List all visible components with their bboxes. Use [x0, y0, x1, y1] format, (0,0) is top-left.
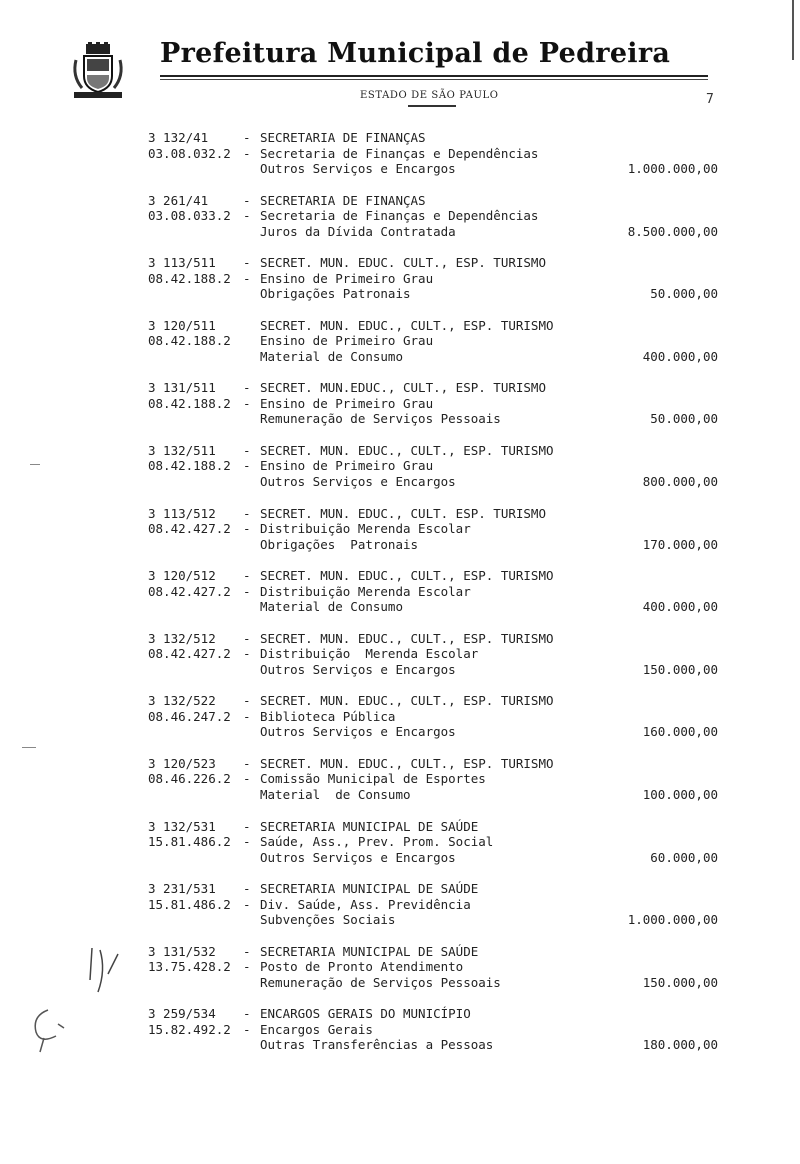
- budget-entry: [0, 819, 800, 882]
- entry-amount: 1.000.000,00: [627, 161, 718, 176]
- entry-element: Outros Serviços e Encargos: [260, 661, 456, 677]
- entry-amount: 100.000,00: [642, 786, 718, 802]
- entry-code: 3 120/511: [148, 317, 216, 333]
- entry-code: 3 259/534: [148, 1006, 216, 1022]
- entry-unit: Div. Saúde, Ass. Previdência: [260, 896, 471, 912]
- entry-separator: -: [243, 442, 251, 458]
- entry-element: Obrigações Patronais: [260, 286, 411, 302]
- entry-element: Remuneração de Serviços Pessoais: [260, 411, 501, 427]
- entry-program: 15.82.492.2: [148, 1021, 231, 1037]
- budget-entry: [0, 318, 800, 381]
- entry-unit: Posto de Pronto Atendimento: [260, 959, 464, 975]
- entry-amount: 160.000,00: [642, 724, 718, 740]
- entry-separator: -: [243, 1021, 251, 1037]
- entry-separator: -: [243, 458, 251, 474]
- entry-separator: -: [243, 708, 251, 724]
- entry-amount: 400.000,00: [642, 348, 718, 364]
- entry-separator: -: [243, 818, 251, 834]
- entry-separator: -: [243, 646, 251, 662]
- entry-code: 3 131/511: [148, 380, 216, 396]
- entry-element: Material de Consumo: [260, 599, 403, 615]
- entry-element: Outros Serviços e Encargos: [260, 724, 456, 740]
- entry-element: Material de Consumo: [260, 786, 411, 802]
- entry-code: 3 132/522: [148, 693, 216, 709]
- entry-unit: Distribuição Merenda Escolar: [260, 521, 471, 537]
- entry-separator: -: [243, 521, 251, 537]
- entry-program: 03.08.032.2: [148, 145, 231, 161]
- budget-entry: [0, 130, 800, 193]
- entry-code: 3 261/41: [148, 192, 209, 208]
- entry-amount: 60.000,00: [650, 849, 718, 865]
- entry-amount: 150.000,00: [642, 974, 718, 990]
- entry-element: Outros Serviços e Encargos: [260, 849, 456, 865]
- entry-code: 3 132/512: [148, 630, 216, 646]
- entry-separator: -: [243, 943, 251, 959]
- budget-entry: [0, 255, 800, 318]
- entry-department: SECRETARIA MUNICIPAL DE SAÚDE: [260, 881, 479, 897]
- entry-program: 08.46.226.2: [148, 771, 231, 787]
- entry-element: Subvenções Sociais: [260, 912, 396, 928]
- entry-program: 08.42.188.2: [148, 458, 231, 474]
- entry-separator: -: [243, 959, 251, 975]
- budget-entry: [0, 506, 800, 569]
- entry-program: 08.42.427.2: [148, 583, 231, 599]
- entry-department: SECRET. MUN. EDUC., CULT., ESP. TURISMO: [260, 317, 554, 333]
- entry-unit: Biblioteca Pública: [260, 708, 396, 724]
- page-title: Prefeitura Municipal de Pedreira: [160, 38, 671, 69]
- entry-separator: -: [243, 380, 251, 396]
- entry-element: Juros da Dívida Contratada: [260, 223, 456, 239]
- entry-department: SECRET. MUN. EDUC., CULT., ESP. TURISMO: [260, 568, 554, 584]
- entry-department: SECRETARIA DE FINANÇAS: [260, 130, 426, 145]
- entry-code: 3 120/512: [148, 568, 216, 584]
- entry-program: 03.08.033.2: [148, 208, 231, 224]
- entry-unit: Ensino de Primeiro Grau: [260, 270, 434, 286]
- entry-program: 08.42.188.2: [148, 270, 231, 286]
- page-number: 7: [706, 92, 714, 107]
- entry-amount: 50.000,00: [650, 411, 718, 427]
- budget-entry: [0, 881, 800, 944]
- entry-program: 08.42.188.2: [148, 395, 231, 411]
- entry-program: 08.42.427.2: [148, 521, 231, 537]
- state-subtitle: ESTADO DE SÃO PAULO: [360, 90, 499, 101]
- entry-separator: -: [243, 583, 251, 599]
- budget-entry: [0, 568, 800, 631]
- entry-department: ENCARGOS GERAIS DO MUNICÍPIO: [260, 1006, 471, 1022]
- entry-amount: 50.000,00: [650, 286, 718, 302]
- entry-separator: -: [243, 881, 251, 897]
- entry-unit: Ensino de Primeiro Grau: [260, 333, 434, 349]
- entry-amount: 1.000.000,00: [627, 912, 718, 928]
- entry-program: 13.75.428.2: [148, 959, 231, 975]
- budget-entry: [0, 193, 800, 256]
- entry-separator: -: [243, 208, 251, 224]
- budget-entry: [0, 756, 800, 819]
- title-underline: [160, 75, 708, 77]
- entry-code: 3 113/511: [148, 255, 216, 271]
- margin-tick: [22, 747, 36, 748]
- entry-separator: -: [243, 834, 251, 850]
- entry-code: 3 113/512: [148, 505, 216, 521]
- entry-separator: -: [243, 130, 251, 145]
- entry-separator: -: [243, 771, 251, 787]
- entry-amount: 150.000,00: [642, 661, 718, 677]
- entry-element: Material de Consumo: [260, 348, 403, 364]
- entry-department: SECRET. MUN. EDUC., CULT., ESP. TURISMO: [260, 630, 554, 646]
- entry-code: 3 231/531: [148, 881, 216, 897]
- entry-code: 3 131/532: [148, 943, 216, 959]
- entry-department: SECRET. MUN. EDUC., CULT., ESP. TURISMO: [260, 442, 554, 458]
- entry-separator: -: [243, 395, 251, 411]
- margin-tick: [30, 464, 40, 465]
- entry-separator: -: [243, 896, 251, 912]
- entry-department: SECRET. MUN.EDUC., CULT., ESP. TURISMO: [260, 380, 546, 396]
- entry-program: 15.81.486.2: [148, 834, 231, 850]
- entry-code: 3 132/531: [148, 818, 216, 834]
- entry-code: 3 132/511: [148, 442, 216, 458]
- entry-department: SECRET. MUN. EDUC., CULT., ESP. TURISMO: [260, 755, 554, 771]
- entry-program: 15.81.486.2: [148, 896, 231, 912]
- entry-department: SECRETARIA DE FINANÇAS: [260, 192, 426, 208]
- margin-mark: [792, 0, 794, 60]
- entry-separator: -: [243, 755, 251, 771]
- entry-department: SECRET. MUN. EDUC., CULT., ESP. TURISMO: [260, 693, 554, 709]
- entry-unit: Ensino de Primeiro Grau: [260, 395, 434, 411]
- handwritten-signature-mark: [28, 940, 128, 1060]
- budget-entry: [0, 631, 800, 694]
- entry-unit: Distribuição Merenda Escolar: [260, 583, 471, 599]
- entry-element: Outras Transferências a Pessoas: [260, 1037, 494, 1053]
- entry-amount: 8.500.000,00: [627, 223, 718, 239]
- entry-unit: Distribuição Merenda Escolar: [260, 646, 479, 662]
- entry-element: Outros Serviços e Encargos: [260, 161, 456, 176]
- entry-separator: -: [243, 505, 251, 521]
- entry-separator: -: [243, 270, 251, 286]
- entry-program: 08.42.427.2: [148, 646, 231, 662]
- title-underline-thin: [160, 79, 708, 80]
- entry-separator: -: [243, 693, 251, 709]
- entry-amount: 800.000,00: [642, 473, 718, 489]
- budget-entries-list: [0, 130, 800, 1069]
- entry-department: SECRETARIA MUNICIPAL DE SAÚDE: [260, 818, 479, 834]
- entry-unit: Ensino de Primeiro Grau: [260, 458, 434, 474]
- entry-separator: -: [243, 1006, 251, 1022]
- entry-department: SECRET. MUN. EDUC., CULT. ESP. TURISMO: [260, 505, 546, 521]
- entry-amount: 180.000,00: [642, 1037, 718, 1053]
- entry-unit: Comissão Municipal de Esportes: [260, 771, 486, 787]
- budget-entry: [0, 443, 800, 506]
- entry-element: Obrigações Patronais: [260, 536, 419, 552]
- entry-separator: -: [243, 568, 251, 584]
- state-underline: [408, 105, 456, 107]
- entry-code: 3 120/523: [148, 755, 216, 771]
- entry-department: SECRETARIA MUNICIPAL DE SAÚDE: [260, 943, 479, 959]
- entry-separator: -: [243, 630, 251, 646]
- entry-program: 08.42.188.2: [148, 333, 231, 349]
- budget-entry: [0, 380, 800, 443]
- budget-entry: [0, 693, 800, 756]
- entry-amount: 170.000,00: [642, 536, 718, 552]
- entry-element: Remuneração de Serviços Pessoais: [260, 974, 501, 990]
- entry-element: Outros Serviços e Encargos: [260, 473, 456, 489]
- entry-amount: 400.000,00: [642, 599, 718, 615]
- entry-separator: -: [243, 192, 251, 208]
- entry-separator: -: [243, 255, 251, 271]
- entry-department: SECRET. MUN. EDUC. CULT., ESP. TURISMO: [260, 255, 546, 271]
- entry-unit: Encargos Gerais: [260, 1021, 373, 1037]
- entry-program: 08.46.247.2: [148, 708, 231, 724]
- entry-code: 3 132/41: [148, 130, 209, 145]
- municipal-coat-of-arms-icon: [70, 42, 126, 100]
- entry-unit: Secretaria de Finanças e Dependências: [260, 208, 539, 224]
- entry-unit: Saúde, Ass., Prev. Prom. Social: [260, 834, 494, 850]
- entry-separator: -: [243, 145, 251, 161]
- entry-unit: Secretaria de Finanças e Dependências: [260, 145, 539, 161]
